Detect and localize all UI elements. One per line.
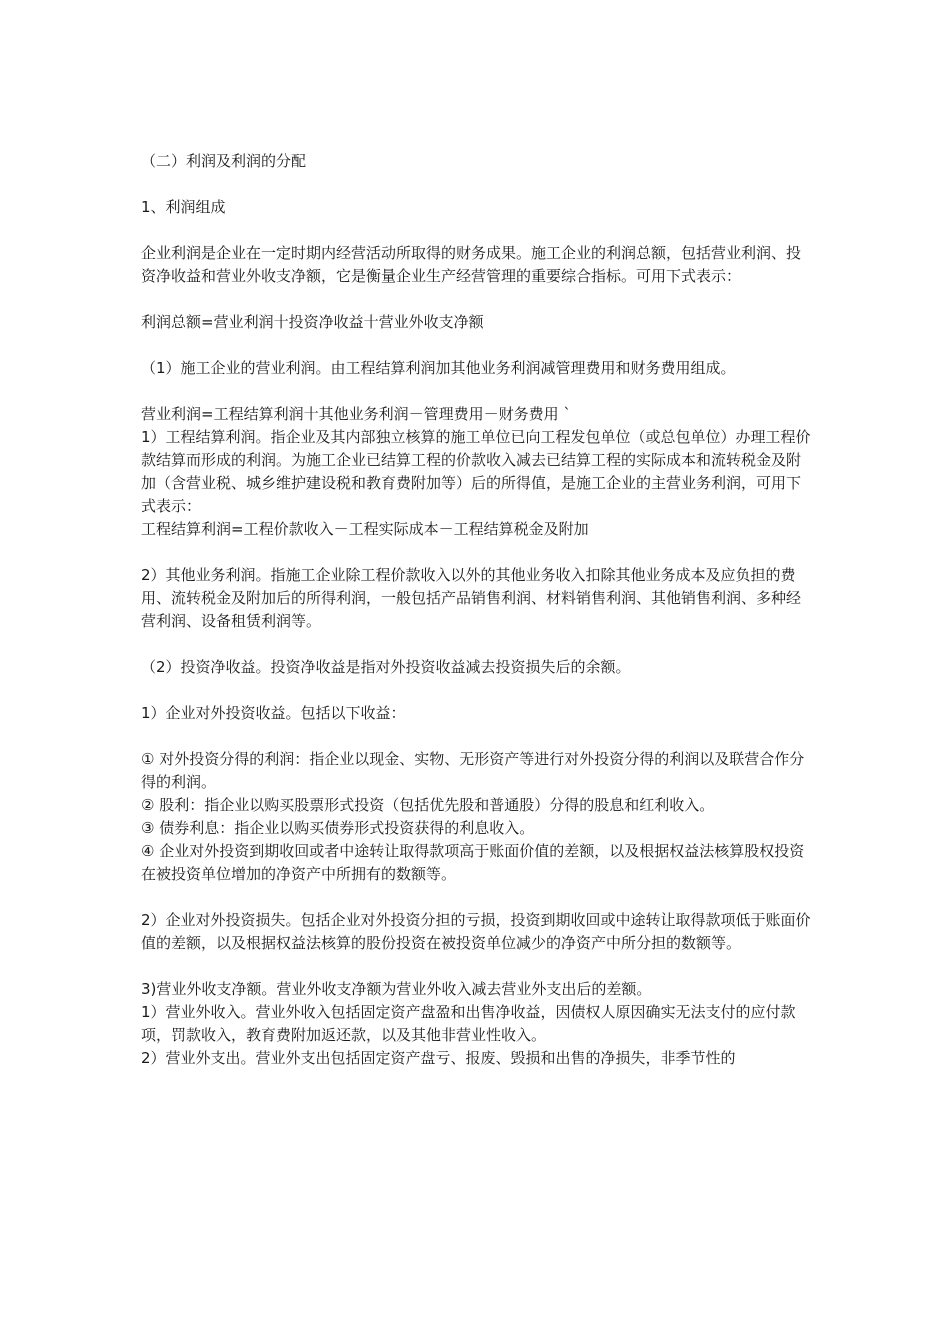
investment-loss-paragraph: 2）企业对外投资损失。包括企业对外投资分担的亏损，投资到期收回或中途转让取得款项低于账面价值的差额，以及根据权益法核算的股份投资在被投资单位减少的净资产中所分担的数额等。: [141, 911, 811, 952]
investment-item: ④ 企业对外投资到期收回或者中途转让取得款项高于账面价值的差额，以及根据权益法核算股权投资在被投资单位增加的净资产中所拥有的数额等。: [141, 842, 805, 883]
intro-paragraph: 企业利润是企业在一定时期内经营活动所取得的财务成果。施工企业的利润总额，包括营业利润、投资净收益和营业外收支净额，它是衡量企业生产经营管理的重要综合指标。可用下式表示：: [141, 244, 802, 285]
operating-profit-paragraph: （1）施工企业的营业利润。由工程结算利润加其他业务利润减管理费用和财务费用组成。: [141, 359, 736, 377]
investment-item: ③ 债券利息：指企业以购买债券形式投资获得的利息收入。: [141, 819, 535, 837]
formula-settlement-profit: 工程结算利润=工程价款收入－工程实际成本－工程结算税金及附加: [141, 520, 589, 538]
formula-operating-profit: 营业利润=工程结算利润十其他业务利润－管理费用－财务费用 `: [141, 405, 571, 423]
other-business-profit-paragraph: 2）其他业务利润。指施工企业除工程价款收入以外的其他业务收入扣除其他业务成本及应负担的费用、流转税金及附加后的所得利润，一般包括产品销售利润、材料销售利润、其他销售利润、多种经营利润、设备租赁利润等。: [141, 566, 802, 630]
investment-income-paragraph: 1）企业对外投资收益。包括以下收益：: [141, 704, 406, 722]
formula-total-profit: 利润总额=营业利润十投资净收益十营业外收支净额: [141, 313, 484, 331]
investment-net-income-paragraph: （2）投资净收益。投资净收益是指对外投资收益减去投资损失后的余额。: [141, 658, 631, 676]
investment-item: ② 股利：指企业以购买股票形式投资（包括优先股和普通股）分得的股息和红利收入。: [141, 796, 715, 814]
document-page: [141, 150, 811, 1070]
section-heading: （二）利润及利润的分配: [141, 152, 307, 170]
investment-item: ① 对外投资分得的利润：指企业以现金、实物、无形资产等进行对外投资分得的利润以及联营合作分得的利润。: [141, 750, 805, 791]
nonoperating-net-paragraph: 3)营业外收支净额。营业外收支净额为营业外收入减去营业外支出后的差额。: [141, 980, 652, 998]
subsection-heading: 1、利润组成: [141, 198, 226, 216]
settlement-profit-paragraph: 1）工程结算利润。指企业及其内部独立核算的施工单位已向工程发包单位（或总包单位）办理工程价款结算而形成的利润。为施工企业已结算工程的价款收入减去已结算工程的实际成本和流转税金及附加（含营业税、城乡维护建设税和教育费附加等）后的所得值，是施工企业的主营业务利润，可用下式表示：: [141, 428, 811, 515]
nonoperating-expense-paragraph: 2）营业外支出。营业外支出包括固定资产盘亏、报废、毁损和出售的净损失，非季节性的: [141, 1049, 736, 1067]
nonoperating-income-paragraph: 1）营业外收入。营业外收入包括固定资产盘盈和出售净收益，因债权人原因确实无法支付的应付款项，罚款收入，教育费附加返还款，以及其他非营业性收入。: [141, 1003, 796, 1044]
